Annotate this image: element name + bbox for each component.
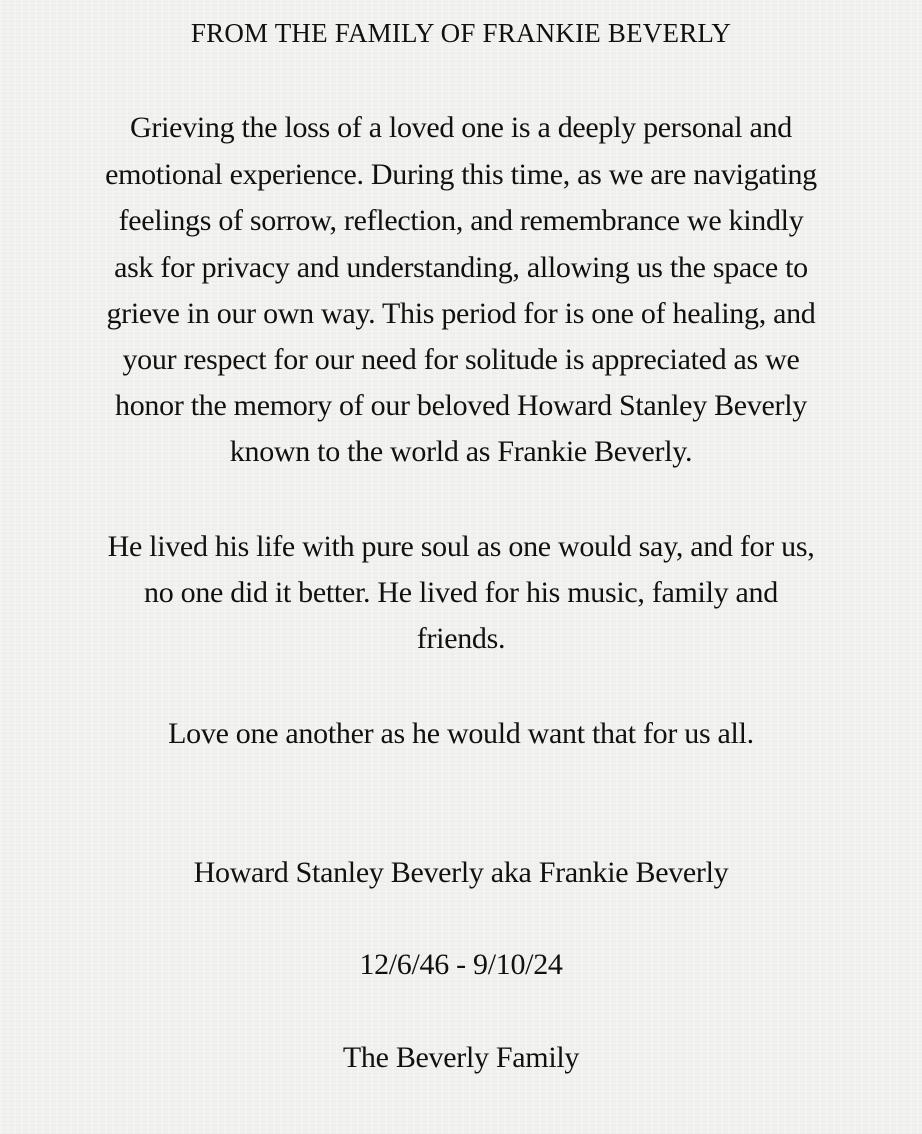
- paragraph-line: friends.: [416, 622, 506, 655]
- paragraph-line: feelings of sorrow, reflection, and remembrance we kindly: [118, 204, 804, 237]
- family-signature: The Beverly Family: [342, 1041, 580, 1074]
- statement-heading: FROM THE FAMILY OF FRANKIE BEVERLY: [190, 18, 732, 48]
- paragraph-line: He lived his life with pure soul as one would say, and for us,: [107, 530, 815, 563]
- paragraph-line: ask for privacy and understanding, allowing us the space to: [114, 251, 808, 284]
- paragraph-line: Grieving the loss of a loved one is a deeply personal and: [130, 111, 792, 144]
- life-dates: 12/6/46 - 9/10/24: [359, 948, 563, 981]
- paragraph-line: honor the memory of our beloved Howard Stanley Beverly: [115, 389, 807, 422]
- full-name: Howard Stanley Beverly aka Frankie Beverly: [193, 856, 729, 889]
- paragraph-love: Love one another as he would want that for us all.: [168, 717, 754, 750]
- paragraph-line: your respect for our need for solitude is appreciated as we: [122, 343, 800, 376]
- paragraph-line: grieve in our own way. This period for is one of healing, and: [106, 297, 816, 330]
- paragraph-line: emotional experience. During this time, as we are navigating: [105, 158, 817, 191]
- paragraph-line: no one did it better. He lived for his music, family and: [144, 576, 778, 609]
- paragraph-line: known to the world as Frankie Beverly.: [229, 435, 693, 468]
